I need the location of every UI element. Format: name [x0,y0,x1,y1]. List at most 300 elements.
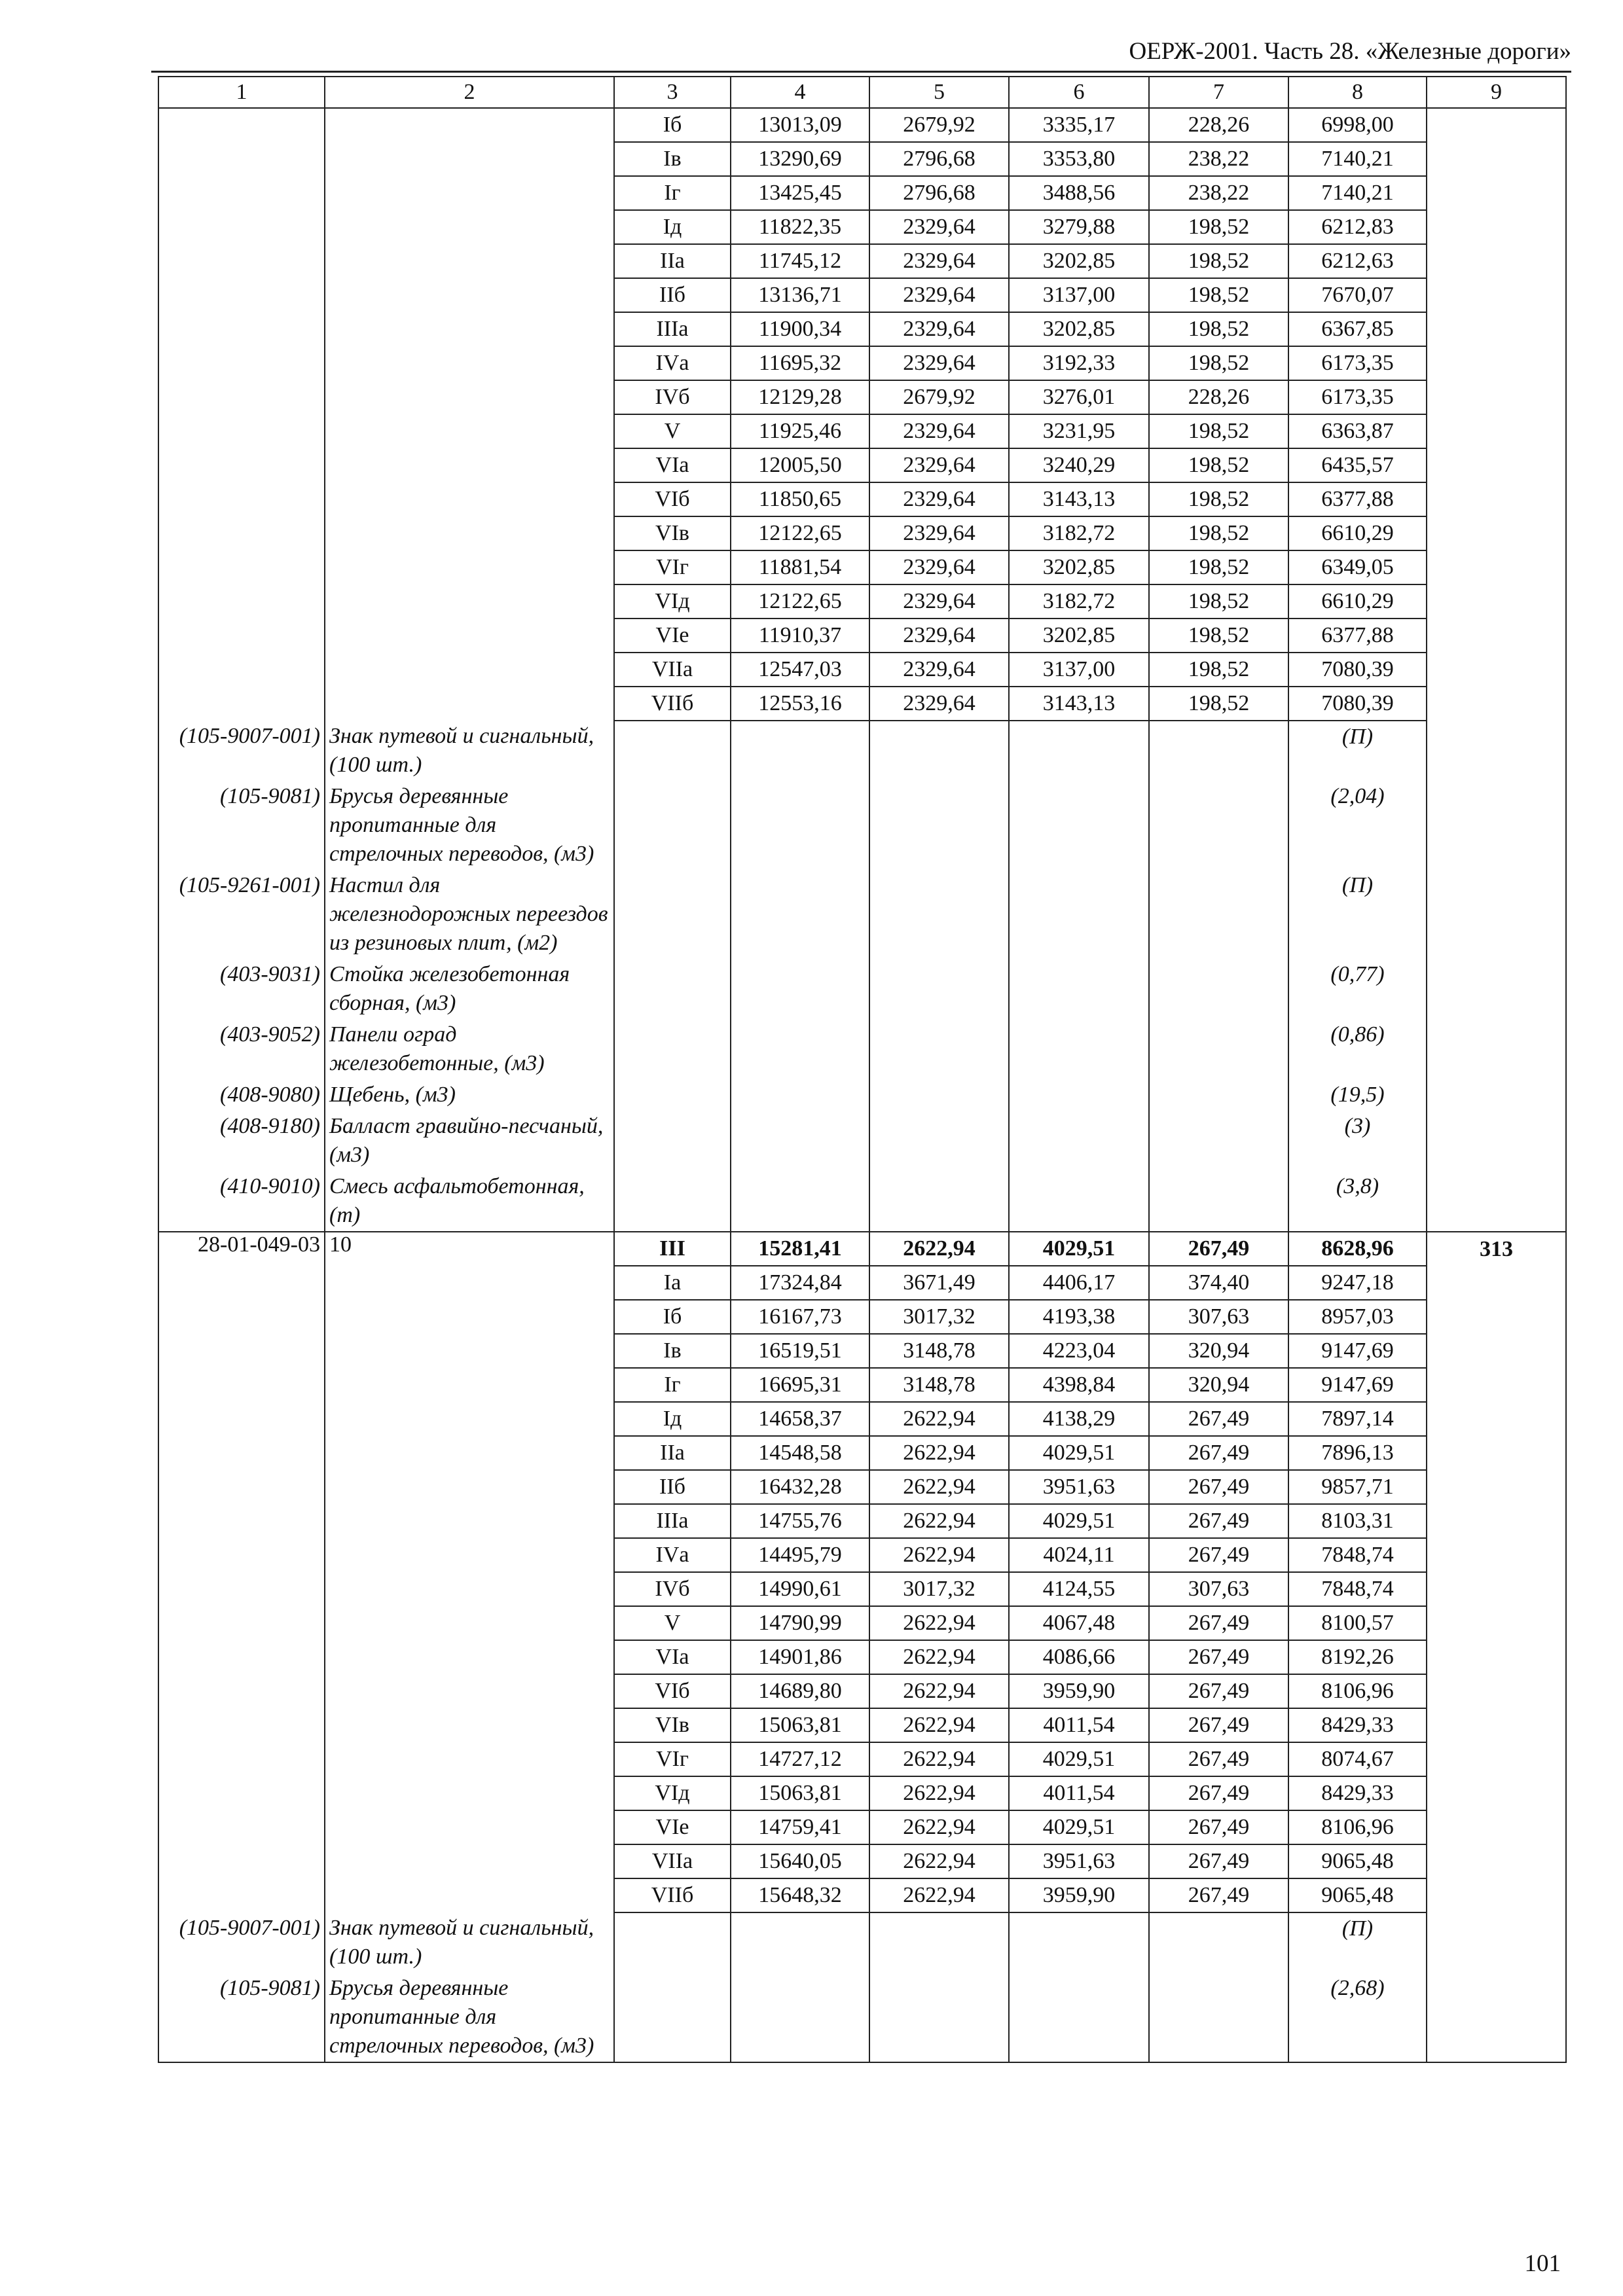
table-row [158,380,1566,414]
value-cell-col8: 9065,48 [1288,1878,1427,1912]
empty-cell [614,1973,731,2062]
value-cell-col6: 3202,85 [1009,619,1149,653]
empty-cell [614,1171,731,1232]
value-cell-col6: 4406,17 [1009,1266,1149,1300]
value-cell-col8: 6998,00 [1288,108,1427,142]
value-cell-col9 [1427,176,1566,210]
zone-cell: VIв [614,1708,731,1742]
table-row [158,142,1566,176]
empty-cell [1149,959,1288,1019]
value-cell-col4: 13425,45 [731,176,869,210]
table-row [158,1266,1566,1300]
empty-cell [869,781,1009,870]
table-row [158,1674,1566,1708]
value-cell-col6: 4193,38 [1009,1300,1149,1334]
empty-cell [614,1079,731,1111]
empty-cell [158,380,325,414]
value-cell-col8: 7848,74 [1288,1572,1427,1606]
empty-cell [325,550,614,584]
empty-cell [325,1266,614,1300]
value-cell-col5: 2679,92 [869,108,1009,142]
empty-cell [869,959,1009,1019]
zone-cell: IIб [614,1470,731,1504]
value-cell-col9 [1427,1878,1566,1912]
value-cell-col8: 6349,05 [1288,550,1427,584]
empty-cell [1427,1171,1566,1232]
value-cell-col7: 267,49 [1149,1878,1288,1912]
rate-parameter: 10 [325,1232,614,1266]
value-cell-col6: 4029,51 [1009,1436,1149,1470]
value-cell-col9 [1427,584,1566,619]
material-quantity: (0,77) [1288,959,1427,1019]
value-cell-col4: 16695,31 [731,1368,869,1402]
value-cell-col7: 198,52 [1149,619,1288,653]
empty-cell [614,1111,731,1171]
value-cell-col8: 6363,87 [1288,414,1427,448]
table-row [158,1776,1566,1810]
value-cell-col4: 14755,76 [731,1504,869,1538]
material-code: (403-9031) [158,959,325,1019]
zone-cell: IVа [614,1538,731,1572]
value-cell-col4: 14548,58 [731,1436,869,1470]
value-cell-col5: 2622,94 [869,1538,1009,1572]
rates-table [158,76,1567,2063]
value-cell-col6: 4223,04 [1009,1334,1149,1368]
value-cell-col5: 2622,94 [869,1810,1009,1844]
column-number: 6 [1009,77,1149,108]
value-cell-col5: 3017,32 [869,1572,1009,1606]
table-row [158,584,1566,619]
table-row [158,1470,1566,1504]
value-cell-col7: 198,52 [1149,584,1288,619]
zone-cell: VIа [614,1640,731,1674]
value-cell-col9 [1427,1708,1566,1742]
value-cell-col7: 307,63 [1149,1572,1288,1606]
value-cell-col9 [1427,142,1566,176]
value-cell-col7: 198,52 [1149,653,1288,687]
empty-cell [158,1402,325,1436]
value-cell-col7: 228,26 [1149,108,1288,142]
table-row [158,210,1566,244]
material-row [158,1019,1566,1079]
empty-cell [869,1973,1009,2062]
value-cell-col6: 4029,51 [1009,1232,1149,1266]
value-cell-col5: 2329,64 [869,210,1009,244]
value-cell-col7: 267,49 [1149,1742,1288,1776]
value-cell-col9 [1427,210,1566,244]
value-cell-col4: 15281,41 [731,1232,869,1266]
value-cell-col9 [1427,108,1566,142]
value-cell-col4: 14901,86 [731,1640,869,1674]
column-number-row [158,77,1566,108]
value-cell-col8: 8429,33 [1288,1708,1427,1742]
value-cell-col9 [1427,1538,1566,1572]
column-number: 2 [325,77,614,108]
zone-cell: Iб [614,108,731,142]
empty-cell [1149,1111,1288,1171]
header-rule [151,71,1571,73]
value-cell-col6: 4024,11 [1009,1538,1149,1572]
value-cell-col7: 198,52 [1149,687,1288,721]
table-row [158,1844,1566,1878]
value-cell-col6: 3959,90 [1009,1878,1149,1912]
empty-cell [158,1300,325,1334]
empty-cell [869,1019,1009,1079]
value-cell-col5: 2796,68 [869,176,1009,210]
material-name: Брусья деревянные пропитанные для стрелочных переводов, (м3) [325,1973,614,2062]
zone-cell: Iг [614,1368,731,1402]
value-cell-col8: 8429,33 [1288,1776,1427,1810]
zone-cell: Iв [614,142,731,176]
value-cell-col7: 267,49 [1149,1606,1288,1640]
material-code: (410-9010) [158,1171,325,1232]
value-cell-col7: 307,63 [1149,1300,1288,1334]
empty-cell [869,1171,1009,1232]
value-cell-col8: 8957,03 [1288,1300,1427,1334]
value-cell-col7: 198,52 [1149,516,1288,550]
value-cell-col6: 3279,88 [1009,210,1149,244]
empty-cell [158,1810,325,1844]
value-cell-col7: 198,52 [1149,210,1288,244]
zone-cell: VIг [614,550,731,584]
zone-cell: IVб [614,1572,731,1606]
empty-cell [325,1844,614,1878]
empty-cell [325,380,614,414]
value-cell-col6: 3192,33 [1009,346,1149,380]
empty-cell [158,244,325,278]
value-cell-col7: 267,49 [1149,1674,1288,1708]
empty-cell [158,312,325,346]
empty-cell [869,1912,1009,1973]
empty-cell [158,176,325,210]
empty-cell [869,1079,1009,1111]
value-cell-col8: 8192,26 [1288,1640,1427,1674]
empty-cell [869,1111,1009,1171]
value-cell-col9 [1427,448,1566,482]
value-cell-col7: 267,49 [1149,1232,1288,1266]
empty-cell [158,584,325,619]
value-cell-col9 [1427,1300,1566,1334]
value-cell-col4: 11850,65 [731,482,869,516]
empty-cell [158,482,325,516]
table-row [158,244,1566,278]
table-row [158,1538,1566,1572]
empty-cell [325,1572,614,1606]
empty-cell [614,721,731,781]
value-cell-col7: 267,49 [1149,1640,1288,1674]
value-cell-col8: 9857,71 [1288,1470,1427,1504]
material-name: Знак путевой и сигнальный, (100 шт.) [325,1912,614,1973]
zone-cell: VIа [614,448,731,482]
value-cell-col8: 7848,74 [1288,1538,1427,1572]
empty-cell [325,584,614,619]
material-code: (105-9007-001) [158,1912,325,1973]
value-cell-col9 [1427,244,1566,278]
table-row [158,414,1566,448]
value-cell-col6: 3959,90 [1009,1674,1149,1708]
material-quantity: (19,5) [1288,1079,1427,1111]
value-cell-col5: 2622,94 [869,1606,1009,1640]
empty-cell [158,1436,325,1470]
empty-cell [325,1300,614,1334]
value-cell-col8: 7080,39 [1288,687,1427,721]
value-cell-col8: 8100,57 [1288,1606,1427,1640]
material-name: Стойка железобетонная сборная, (м3) [325,959,614,1019]
value-cell-col4: 14759,41 [731,1810,869,1844]
value-cell-col9 [1427,346,1566,380]
material-quantity: (0,86) [1288,1019,1427,1079]
value-cell-col6: 3202,85 [1009,550,1149,584]
empty-cell [158,210,325,244]
value-cell-col4: 12129,28 [731,380,869,414]
value-cell-col8: 8106,96 [1288,1810,1427,1844]
value-cell-col4: 12553,16 [731,687,869,721]
empty-cell [1427,781,1566,870]
value-cell-col4: 11910,37 [731,619,869,653]
value-cell-col9 [1427,1606,1566,1640]
empty-cell [325,619,614,653]
zone-cell: VIIа [614,1844,731,1878]
empty-cell [1009,959,1149,1019]
empty-cell [1427,1912,1566,1973]
material-quantity: (3) [1288,1111,1427,1171]
material-row [158,781,1566,870]
value-cell-col4: 11900,34 [731,312,869,346]
value-cell-col5: 2622,94 [869,1232,1009,1266]
value-cell-col5: 2622,94 [869,1470,1009,1504]
value-cell-col4: 12547,03 [731,653,869,687]
empty-cell [158,619,325,653]
empty-cell [1149,870,1288,959]
value-cell-col5: 2622,94 [869,1776,1009,1810]
empty-cell [1009,721,1149,781]
table-row [158,687,1566,721]
value-cell-col5: 2329,64 [869,346,1009,380]
table-row [158,1334,1566,1368]
column-number: 4 [731,77,869,108]
empty-cell [869,870,1009,959]
value-cell-col6: 4029,51 [1009,1810,1149,1844]
value-cell-col6: 4138,29 [1009,1402,1149,1436]
empty-cell [158,448,325,482]
empty-cell [158,346,325,380]
value-cell-col8: 9147,69 [1288,1368,1427,1402]
material-quantity: (2,68) [1288,1973,1427,2062]
value-cell-col8: 9247,18 [1288,1266,1427,1300]
value-cell-col8: 8106,96 [1288,1674,1427,1708]
value-cell-col6: 3143,13 [1009,687,1149,721]
empty-cell [325,1334,614,1368]
value-cell-col8: 8628,96 [1288,1232,1427,1266]
empty-cell [1149,1079,1288,1111]
column-number: 3 [614,77,731,108]
value-cell-col4: 11745,12 [731,244,869,278]
zone-cell: IVб [614,380,731,414]
rate-parameter [325,108,614,142]
zone-cell: IIIа [614,312,731,346]
empty-cell [614,1912,731,1973]
empty-cell [325,1776,614,1810]
value-cell-col6: 3202,85 [1009,312,1149,346]
empty-cell [1009,1079,1149,1111]
empty-cell [325,1436,614,1470]
empty-cell [1009,1973,1149,2062]
empty-cell [1149,1912,1288,1973]
value-cell-col4: 11925,46 [731,414,869,448]
material-name: Знак путевой и сигнальный, (100 шт.) [325,721,614,781]
value-cell-col6: 3240,29 [1009,448,1149,482]
table-row [158,108,1566,142]
value-cell-col6: 3182,72 [1009,516,1149,550]
value-cell-col4: 15640,05 [731,1844,869,1878]
empty-cell [731,1019,869,1079]
value-cell-col5: 2329,64 [869,278,1009,312]
empty-cell [1009,781,1149,870]
zone-cell: VIд [614,1776,731,1810]
empty-cell [1427,721,1566,781]
value-cell-col6: 4086,66 [1009,1640,1149,1674]
empty-cell [325,312,614,346]
empty-cell [325,1368,614,1402]
empty-cell [731,1111,869,1171]
empty-cell [731,1973,869,2062]
table-row [158,1708,1566,1742]
value-cell-col5: 2622,94 [869,1504,1009,1538]
material-quantity: (2,04) [1288,781,1427,870]
empty-cell [325,1504,614,1538]
value-cell-col8: 6173,35 [1288,380,1427,414]
value-cell-col9 [1427,1504,1566,1538]
empty-cell [1149,721,1288,781]
empty-cell [325,448,614,482]
table-row [158,1606,1566,1640]
empty-cell [325,244,614,278]
empty-cell [325,1538,614,1572]
material-code: (105-9081) [158,1973,325,2062]
table-row [158,1572,1566,1606]
value-cell-col5: 2622,94 [869,1436,1009,1470]
value-cell-col9 [1427,380,1566,414]
empty-cell [1009,1912,1149,1973]
table-row [158,346,1566,380]
value-cell-col5: 2329,64 [869,516,1009,550]
value-cell-col6: 3276,01 [1009,380,1149,414]
value-cell-col4: 14990,61 [731,1572,869,1606]
empty-cell [158,1776,325,1810]
empty-cell [731,1171,869,1232]
empty-cell [731,1079,869,1111]
value-cell-col4: 12122,65 [731,584,869,619]
value-cell-col6: 3951,63 [1009,1844,1149,1878]
value-cell-col7: 198,52 [1149,414,1288,448]
table-row [158,278,1566,312]
value-cell-col5: 3148,78 [869,1334,1009,1368]
value-cell-col7: 267,49 [1149,1436,1288,1470]
empty-cell [158,1742,325,1776]
value-cell-col5: 2329,64 [869,448,1009,482]
value-cell-col5: 3148,78 [869,1368,1009,1402]
empty-cell [731,1912,869,1973]
value-cell-col5: 2329,64 [869,244,1009,278]
value-cell-col9 [1427,1266,1566,1300]
empty-cell [158,414,325,448]
column-number: 5 [869,77,1009,108]
value-cell-col6: 4067,48 [1009,1606,1149,1640]
value-cell-col5: 2329,64 [869,687,1009,721]
zone-cell: VIг [614,1742,731,1776]
value-cell-col6: 4011,54 [1009,1776,1149,1810]
value-cell-col7: 267,49 [1149,1470,1288,1504]
empty-cell [1009,1019,1149,1079]
zone-cell: V [614,414,731,448]
empty-cell [731,721,869,781]
empty-cell [325,1878,614,1912]
value-cell-col8: 7080,39 [1288,653,1427,687]
empty-cell [1427,1973,1566,2062]
value-cell-col9 [1427,1674,1566,1708]
table-body [158,77,1566,2062]
value-cell-col5: 3017,32 [869,1300,1009,1334]
value-cell-col9 [1427,1436,1566,1470]
empty-cell [325,1742,614,1776]
value-cell-col6: 4124,55 [1009,1572,1149,1606]
value-cell-col5: 2329,64 [869,312,1009,346]
empty-cell [325,1810,614,1844]
value-cell-col6: 3202,85 [1009,244,1149,278]
value-cell-col5: 2329,64 [869,414,1009,448]
table-row [158,1436,1566,1470]
empty-cell [1149,1973,1288,2062]
zone-cell: Iд [614,210,731,244]
value-cell-col4: 16519,51 [731,1334,869,1368]
value-cell-col7: 267,49 [1149,1844,1288,1878]
empty-cell [1427,1111,1566,1171]
empty-cell [1427,870,1566,959]
value-cell-col4: 14658,37 [731,1402,869,1436]
value-cell-col4: 14495,79 [731,1538,869,1572]
value-cell-col8: 7896,13 [1288,1436,1427,1470]
value-cell-col8: 6173,35 [1288,346,1427,380]
empty-cell [158,1266,325,1300]
value-cell-col7: 267,49 [1149,1402,1288,1436]
value-cell-col6: 3951,63 [1009,1470,1149,1504]
value-cell-col9 [1427,1640,1566,1674]
value-cell-col4: 16167,73 [731,1300,869,1334]
empty-cell [325,1470,614,1504]
value-cell-col7: 198,52 [1149,550,1288,584]
value-cell-col4: 17324,84 [731,1266,869,1300]
value-cell-col8: 6377,88 [1288,482,1427,516]
material-name: Смесь асфальтобетонная, (т) [325,1171,614,1232]
zone-cell: IIа [614,244,731,278]
empty-cell [325,482,614,516]
material-quantity: (П) [1288,1912,1427,1973]
empty-cell [325,687,614,721]
empty-cell [158,1368,325,1402]
value-cell-col9 [1427,1334,1566,1368]
value-cell-col5: 3671,49 [869,1266,1009,1300]
material-row [158,1111,1566,1171]
empty-cell [614,870,731,959]
value-cell-col6: 3231,95 [1009,414,1149,448]
empty-cell [325,653,614,687]
material-code: (105-9081) [158,781,325,870]
value-cell-col9 [1427,1742,1566,1776]
value-cell-col5: 2796,68 [869,142,1009,176]
empty-cell [325,1640,614,1674]
empty-cell [158,687,325,721]
value-cell-col5: 2329,64 [869,550,1009,584]
